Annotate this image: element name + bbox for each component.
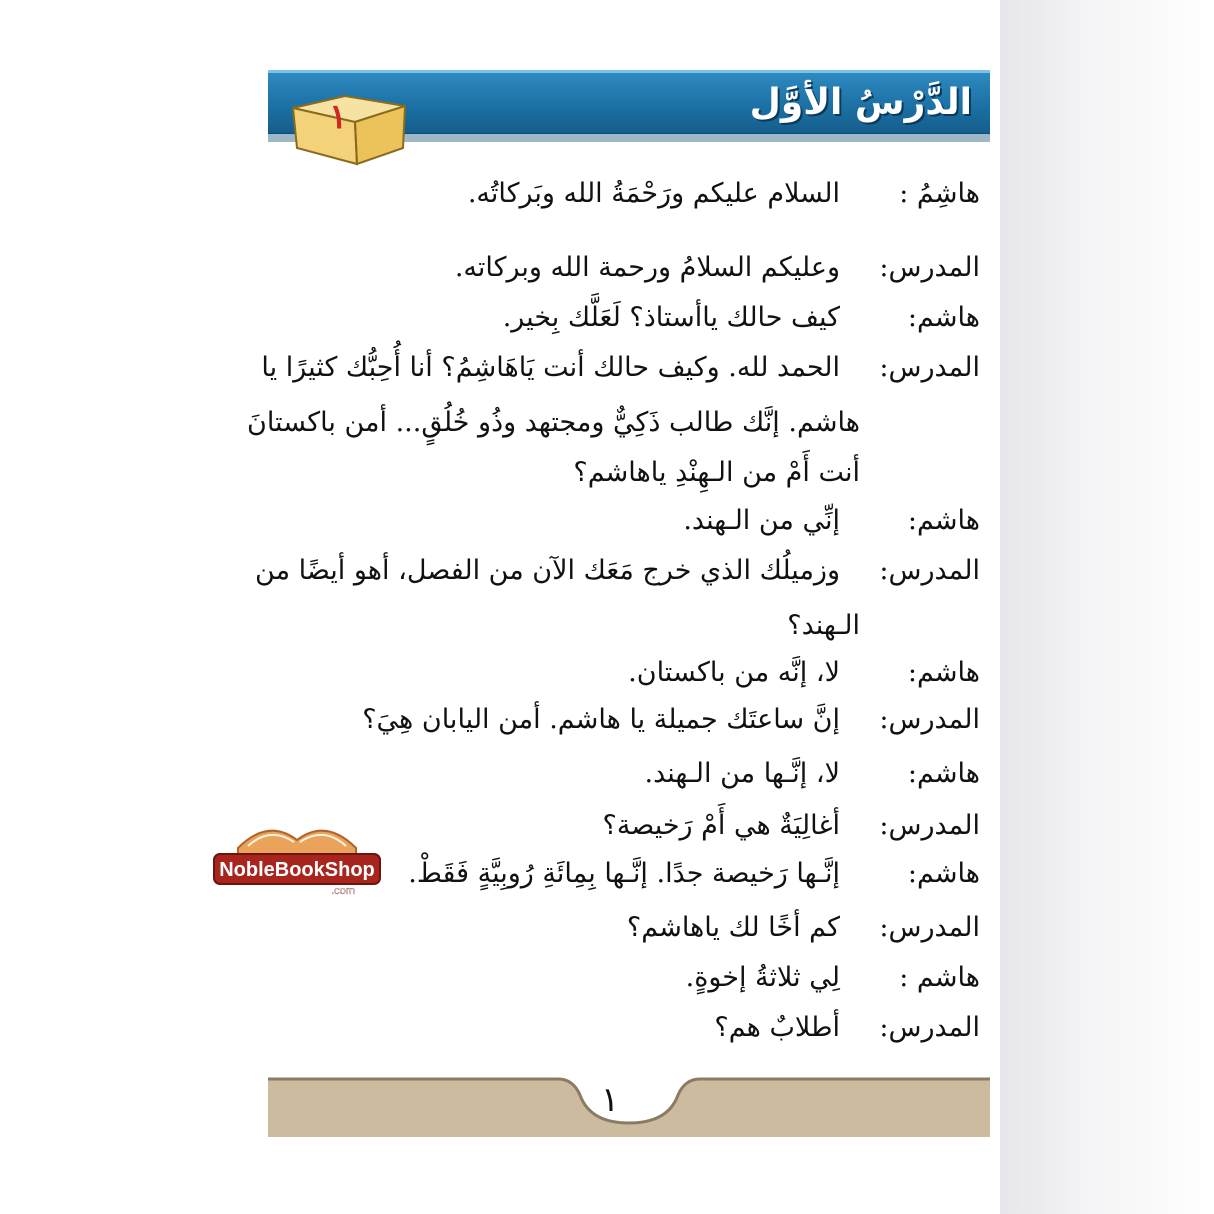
speech-continuation: الـهند؟ xyxy=(787,610,860,641)
speech-text: أطلابٌ هم؟ xyxy=(714,1012,840,1043)
speaker-label: المدرس: xyxy=(879,912,980,943)
speech-text: لا، إنَّه من باكستان. xyxy=(628,657,840,688)
speaker-label: المدرس: xyxy=(879,1012,980,1043)
speech-continuation: أنت أَمْ من الـهِنْدِ ياهاشم؟ xyxy=(573,457,860,488)
speaker-label: المدرس: xyxy=(879,352,980,383)
speech-text: كيف حالك ياأستاذ؟ لَعَلَّك بِخير. xyxy=(502,302,840,333)
speaker-label: المدرس: xyxy=(879,555,980,586)
logo-brand-text: NobleBookShop xyxy=(219,859,375,881)
open-book-icon xyxy=(285,78,410,168)
speech-text: إنَّ ساعتَك جميلة يا هاشم. أمن اليابان هِيَ؟ xyxy=(362,704,840,735)
speech-text: السلام عليكم ورَحْمَةُ الله وبَركاتُه. xyxy=(467,178,840,209)
speaker-label: هاشم: xyxy=(907,758,980,789)
speaker-label: هاشم: xyxy=(907,657,980,688)
speaker-label: هاشم: xyxy=(907,505,980,536)
speaker-label: هاشم: xyxy=(907,302,980,333)
page-edge-shadow xyxy=(1000,0,1214,1214)
speaker-label: المدرس: xyxy=(879,810,980,841)
speaker-label: المدرس: xyxy=(879,252,980,283)
logo-suffix-text: .com xyxy=(331,885,355,897)
speech-text: إنَّـها رَخيصة جدًا. إنَّـها بِمِائَةِ رُوبِيَّةٍ فَقَطْ. xyxy=(408,858,840,889)
lesson-title: الدَّرْسُ الأوَّل xyxy=(749,82,972,123)
speaker-label: هاشم : xyxy=(899,962,980,993)
page-number: ١ xyxy=(600,1080,620,1120)
speaker-label: هاشم: xyxy=(907,858,980,889)
speech-text: كم أخًا لك ياهاشم؟ xyxy=(626,912,840,943)
speech-text: لِي ثلاثةُ إخوةٍ. xyxy=(685,962,840,993)
speech-text: وزميلُك الذي خرج مَعَك الآن من الفصل، أهو أيضًا من xyxy=(255,555,840,586)
noblebookshop-logo xyxy=(208,810,386,900)
speaker-label: هاشِمُ : xyxy=(899,178,980,209)
speech-continuation: هاشم. إنَّك طالب ذَكِيٌّ ومجتهد وذُو خُلُقٍ... أمن باكستانَ xyxy=(247,407,860,438)
speech-text: أغالِيَةٌ هي أَمْ رَخيصة؟ xyxy=(602,810,840,841)
speech-text: لا، إنَّـها من الـهند. xyxy=(644,758,840,789)
speech-text: إنِّي من الـهند. xyxy=(683,505,840,536)
speech-text: الحمد لله. وكيف حالك أنت يَاهَاشِمُ؟ أنا أُحِبُّك كثيرًا يا xyxy=(261,352,840,383)
speaker-label: المدرس: xyxy=(879,704,980,735)
speech-text: وعليكم السلامُ ورحمة الله وبركاته. xyxy=(454,252,840,283)
lesson-number: ١ xyxy=(329,97,348,137)
